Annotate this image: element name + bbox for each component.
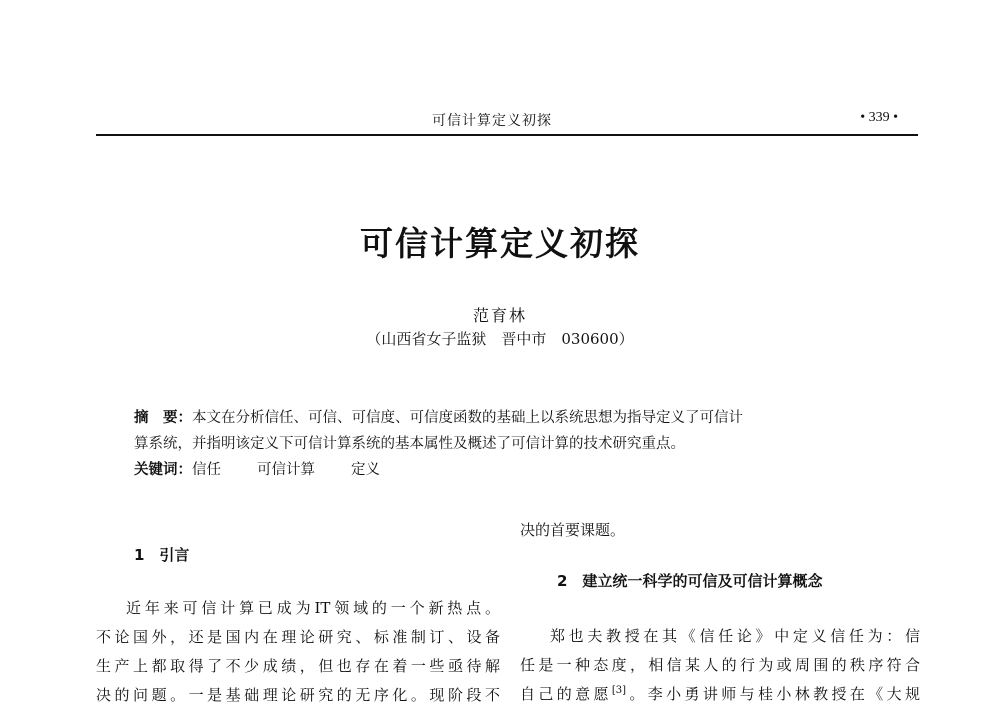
author-name: 范育林 — [472, 306, 527, 325]
keyword: 定义 — [351, 462, 380, 478]
body-line: 任是一种态度，相信某人的行为或周围的秩序符合 — [520, 656, 920, 674]
body-line: 决的首要课题。 — [520, 521, 626, 539]
running-title: 可信计算定义初探 — [432, 113, 552, 129]
abstract-label: 摘 要： — [134, 410, 192, 426]
section-1-heading: 1 引言 — [134, 546, 190, 564]
right-column — [520, 622, 920, 709]
keyword: 信任 — [192, 462, 221, 478]
keywords-line — [134, 457, 894, 483]
paper-title: 可信计算定义初探 — [360, 224, 640, 263]
author-affiliation: （山西省女子监狱 晋中市 030600） — [366, 330, 634, 348]
body-line: 决的问题。一是基础理论研究的无序化。现阶段不 — [96, 686, 500, 704]
left-column — [96, 594, 500, 710]
body-line: 近年来可信计算已成为IT领域的一个新热点。 — [126, 599, 500, 617]
keyword: 可信计算 — [257, 462, 315, 478]
abstract-block — [134, 405, 894, 483]
body-line: 不论国外，还是国内在理论研究、标准制订、设备 — [96, 628, 500, 646]
section-2-heading: 2 建立统一科学的可信及可信计算概念 — [557, 572, 823, 590]
body-line: 生产上都取得了不少成绩，但也存在着一些亟待解 — [96, 657, 500, 675]
page-number: • 339 • — [860, 110, 898, 125]
keywords-label: 关键词： — [134, 462, 192, 478]
right-column-top — [520, 516, 920, 545]
body-line: 郑也夫教授在其《信任论》中定义信任为：信 — [550, 627, 920, 645]
body-line — [520, 680, 920, 709]
body-text: 。李小勇讲师与桂小林教授在《大规 — [626, 685, 920, 703]
citation-ref: [3] — [611, 685, 627, 696]
abstract-text-1: 本文在分析信任、可信、可信度、可信度函数的基础上以系统思想为指导定义了可信计 — [192, 410, 743, 426]
running-header — [96, 108, 918, 136]
abstract-line-1 — [134, 405, 894, 431]
abstract-line-2: 算系统，并指明该定义下可信计算系统的基本属性及概述了可信计算的技术研究重点。 — [134, 436, 685, 452]
body-text: 自己的意愿 — [520, 685, 612, 703]
